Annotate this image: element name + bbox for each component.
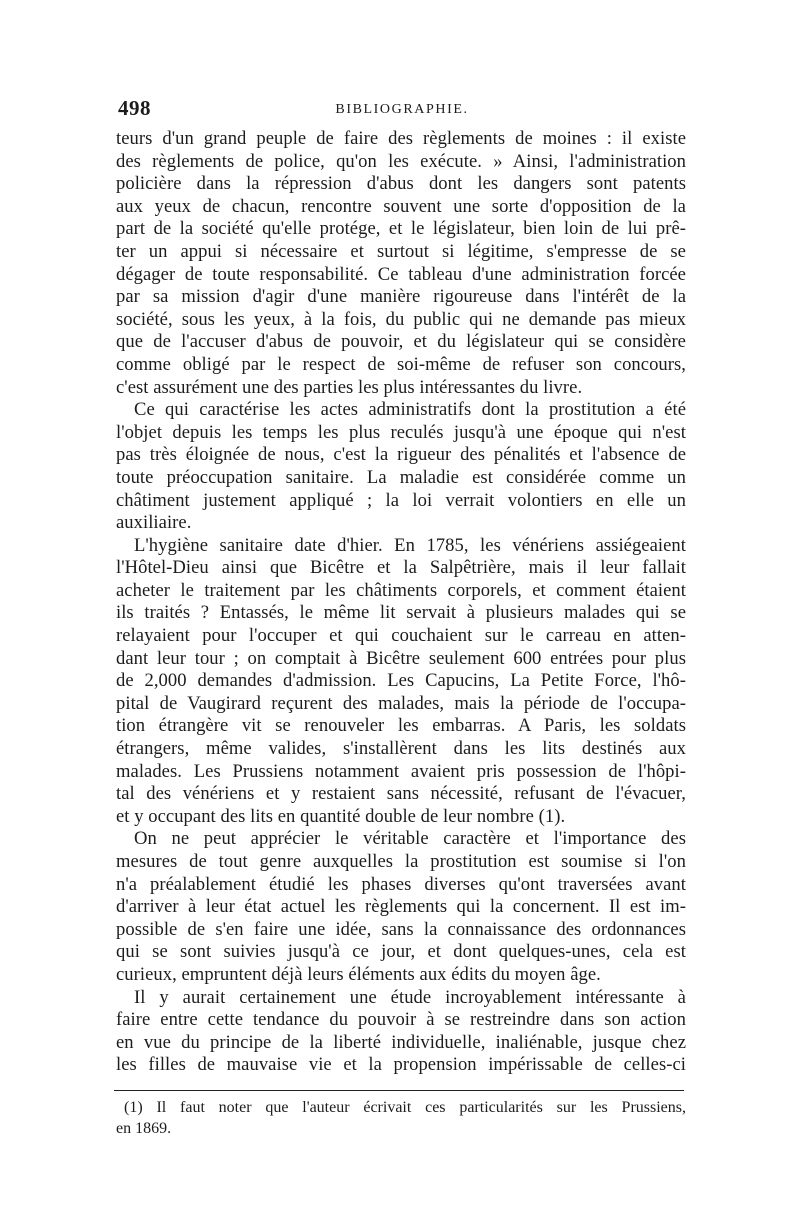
text-line: châtiment justement appliqué ; la loi verrait volontiers en elle un <box>116 489 686 511</box>
text-line: aux yeux de chacun, rencontre souvent une sorte d'opposition de la <box>116 195 686 217</box>
text-line: en vue du principe de la liberté individuelle, inaliénable, jusque chez <box>116 1031 686 1053</box>
text-line: pas très éloignée de nous, c'est la rigueur des pénalités et l'absence de <box>116 444 686 466</box>
text-line: Il y aurait certainement une étude incroyablement intéressante à <box>134 986 686 1008</box>
text-line: de 2,000 demandes d'admission. Les Capucins, La Petite Force, l'hô- <box>116 670 686 692</box>
text-line: étrangers, même valides, s'installèrent dans les lits destinés aux <box>116 738 686 760</box>
text-line: faire entre cette tendance du pouvoir à se restreindre dans son action <box>116 1009 686 1031</box>
text-line: part de la société qu'elle protége, et le législateur, bien loin de lui prê- <box>116 218 686 240</box>
footnote-line: en 1869. <box>116 1120 172 1137</box>
running-head: BIBLIOGRAPHIE. <box>335 102 469 117</box>
text-line: Ce qui caractérise les actes administratifs dont la prostitution a été <box>134 399 686 421</box>
text-line: d'arriver à leur état actuel les règlements qui la concernent. Il est im- <box>116 896 686 918</box>
text-line: et y occupant des lits en quantité double de leur nombre (1). <box>116 805 566 827</box>
text-line: auxiliaire. <box>116 512 192 534</box>
page-number: 498 <box>118 96 151 120</box>
page-header <box>118 96 686 126</box>
footnote-rule <box>114 1090 684 1091</box>
text-line: On ne peut apprécier le véritable caractère et l'importance des <box>134 828 686 850</box>
text-line: des règlements de police, qu'on les exécute. » Ainsi, l'administration <box>116 150 686 172</box>
footnote-line: (1) Il faut noter que l'auteur écrivait ces particularités sur les Prussiens, <box>124 1099 686 1116</box>
text-line: les filles de mauvaise vie et la propension impérissable de celles-ci <box>116 1054 686 1076</box>
text-line: tal des vénériens et y restaient sans nécessité, refusant de l'évacuer, <box>116 783 686 805</box>
text-line: policière dans la répression d'abus dont les dangers sont patents <box>116 173 686 195</box>
body-text <box>116 128 686 1077</box>
text-line: dégager de toute responsabilité. Ce tableau d'une administration forcée <box>116 263 686 285</box>
text-line: dant leur tour ; on comptait à Bicêtre seulement 600 entrées pour plus <box>116 647 686 669</box>
text-line: l'Hôtel-Dieu ainsi que Bicêtre et la Salpêtrière, mais il leur fallait <box>116 557 686 579</box>
text-line: comme obligé par le respect de soi-même de refuser son concours, <box>116 353 686 375</box>
text-line: teurs d'un grand peuple de faire des règlements de moines : il existe <box>116 128 686 149</box>
text-line: n'a préalablement étudié les phases diverses qu'ont traversées avant <box>116 873 686 895</box>
text-line: que de l'accuser d'abus de pouvoir, et du législateur qui se considère <box>116 331 686 353</box>
text-line: par sa mission d'agir d'une manière rigoureuse dans l'intérêt de la <box>116 286 686 308</box>
text-line: curieux, empruntent déjà leurs éléments aux édits du moyen âge. <box>116 963 601 985</box>
text-line: possible de s'en faire une idée, sans la connaissance des ordonnances <box>116 918 686 940</box>
text-line: malades. Les Prussiens notamment avaient pris possession de l'hôpi- <box>116 760 686 782</box>
text-line: ter un appui si nécessaire et surtout si légitime, s'empresse de se <box>116 240 686 262</box>
text-line: qui se sont suivies jusqu'à ce jour, et dont quelques-unes, cela est <box>116 941 686 963</box>
text-line: ils traités ? Entassés, le même lit servait à plusieurs malades qui se <box>116 602 686 624</box>
text-line: mesures de tout genre auxquelles la prostitution est soumise si l'on <box>116 851 686 872</box>
text-line: relayaient pour l'occuper et qui couchaient sur le carreau en atten- <box>116 625 686 647</box>
text-line: c'est assurément une des parties les plus intéressantes du livre. <box>116 376 583 398</box>
footnotes <box>116 1097 686 1139</box>
text-line: l'objet depuis les temps les plus reculés jusqu'à une époque qui n'est <box>116 421 686 443</box>
text-line: L'hygiène sanitaire date d'hier. En 1785, les vénériens assiégeaient <box>134 534 686 556</box>
text-line: pital de Vaugirard reçurent des malades, mais la période de l'occupa- <box>116 692 686 714</box>
text-line: acheter le traitement par les châtiments corporels, et comment étaient <box>116 579 686 601</box>
text-line: société, sous les yeux, à la fois, du public qui ne demande pas mieux <box>116 308 686 330</box>
text-line: tion étrangère vit se renouveler les embarras. A Paris, les soldats <box>116 715 686 737</box>
text-line: toute préoccupation sanitaire. La maladie est considérée comme un <box>116 466 686 488</box>
